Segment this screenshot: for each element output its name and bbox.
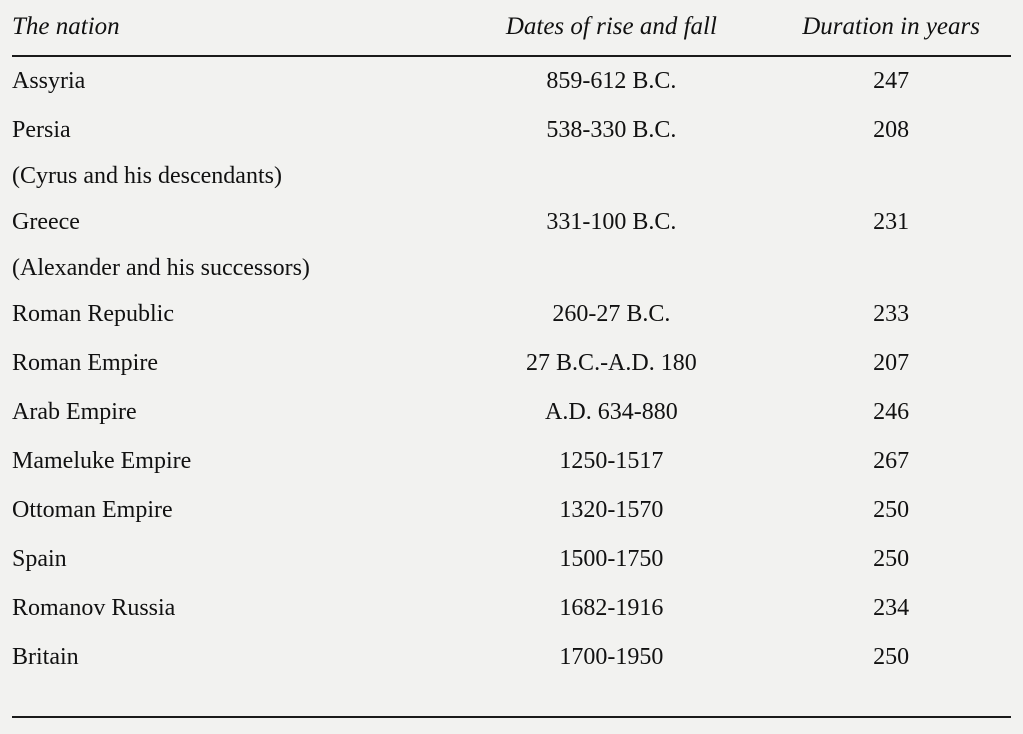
cell-dates [452,155,772,198]
cell-dates: 859-612 B.C. [546,68,677,94]
cell-nation: Persia [12,117,71,143]
nations-duration-table [12,0,1011,682]
cell-duration [771,155,1011,198]
cell-nation: Assyria [12,68,86,94]
cell-dates: 1700-1950 [559,644,664,670]
cell-nation: Arab Empire [12,399,137,425]
table-row [12,290,1011,339]
cell-duration: 250 [873,497,910,523]
cell-dates: 331-100 B.C. [546,209,677,235]
table-body [12,56,1011,682]
cell-duration: 247 [873,68,910,94]
table-row [12,437,1011,486]
cell-duration: 207 [873,350,910,376]
cell-duration: 208 [873,117,910,143]
table-row [12,56,1011,106]
column-header-nation: The nation [12,0,452,56]
cell-dates: 1682-1916 [559,595,664,621]
table-row [12,584,1011,633]
table-header-row [12,0,1011,56]
cell-dates: 27 B.C.-A.D. 180 [526,350,697,376]
column-header-dates: Dates of rise and fall [452,0,772,56]
table-row [12,198,1011,247]
cell-nation: Roman Republic [12,301,174,327]
table-header [12,0,1011,56]
cell-duration: 234 [873,595,910,621]
cell-nation: Mameluke Empire [12,448,192,474]
cell-dates: A.D. 634-880 [545,399,678,425]
cell-duration [771,247,1011,290]
table-row [12,155,1011,198]
cell-duration: 246 [873,399,910,425]
table-row [12,535,1011,584]
cell-nation: Ottoman Empire [12,497,173,523]
bottom-divider [12,716,1011,718]
cell-dates: 260-27 B.C. [552,301,671,327]
cell-nation: Spain [12,546,67,572]
cell-nation: (Cyrus and his descendants) [12,163,282,189]
cell-dates: 1320-1570 [559,497,664,523]
table-row [12,247,1011,290]
cell-dates [452,247,772,290]
table-row [12,486,1011,535]
cell-duration: 233 [873,301,910,327]
cell-dates: 1500-1750 [559,546,664,572]
cell-dates: 538-330 B.C. [546,117,677,143]
cell-dates: 1250-1517 [559,448,664,474]
cell-nation: (Alexander and his successors) [12,255,310,281]
cell-nation: Romanov Russia [12,595,176,621]
table-row [12,339,1011,388]
column-header-duration: Duration in years [771,0,1011,56]
cell-nation: Greece [12,209,80,235]
cell-duration: 267 [873,448,910,474]
cell-nation: Roman Empire [12,350,158,376]
cell-nation: Britain [12,644,79,670]
cell-duration: 250 [873,546,910,572]
cell-duration: 231 [873,209,910,235]
cell-duration: 250 [873,644,910,670]
table-row [12,633,1011,682]
table-row [12,388,1011,437]
table-row [12,106,1011,155]
